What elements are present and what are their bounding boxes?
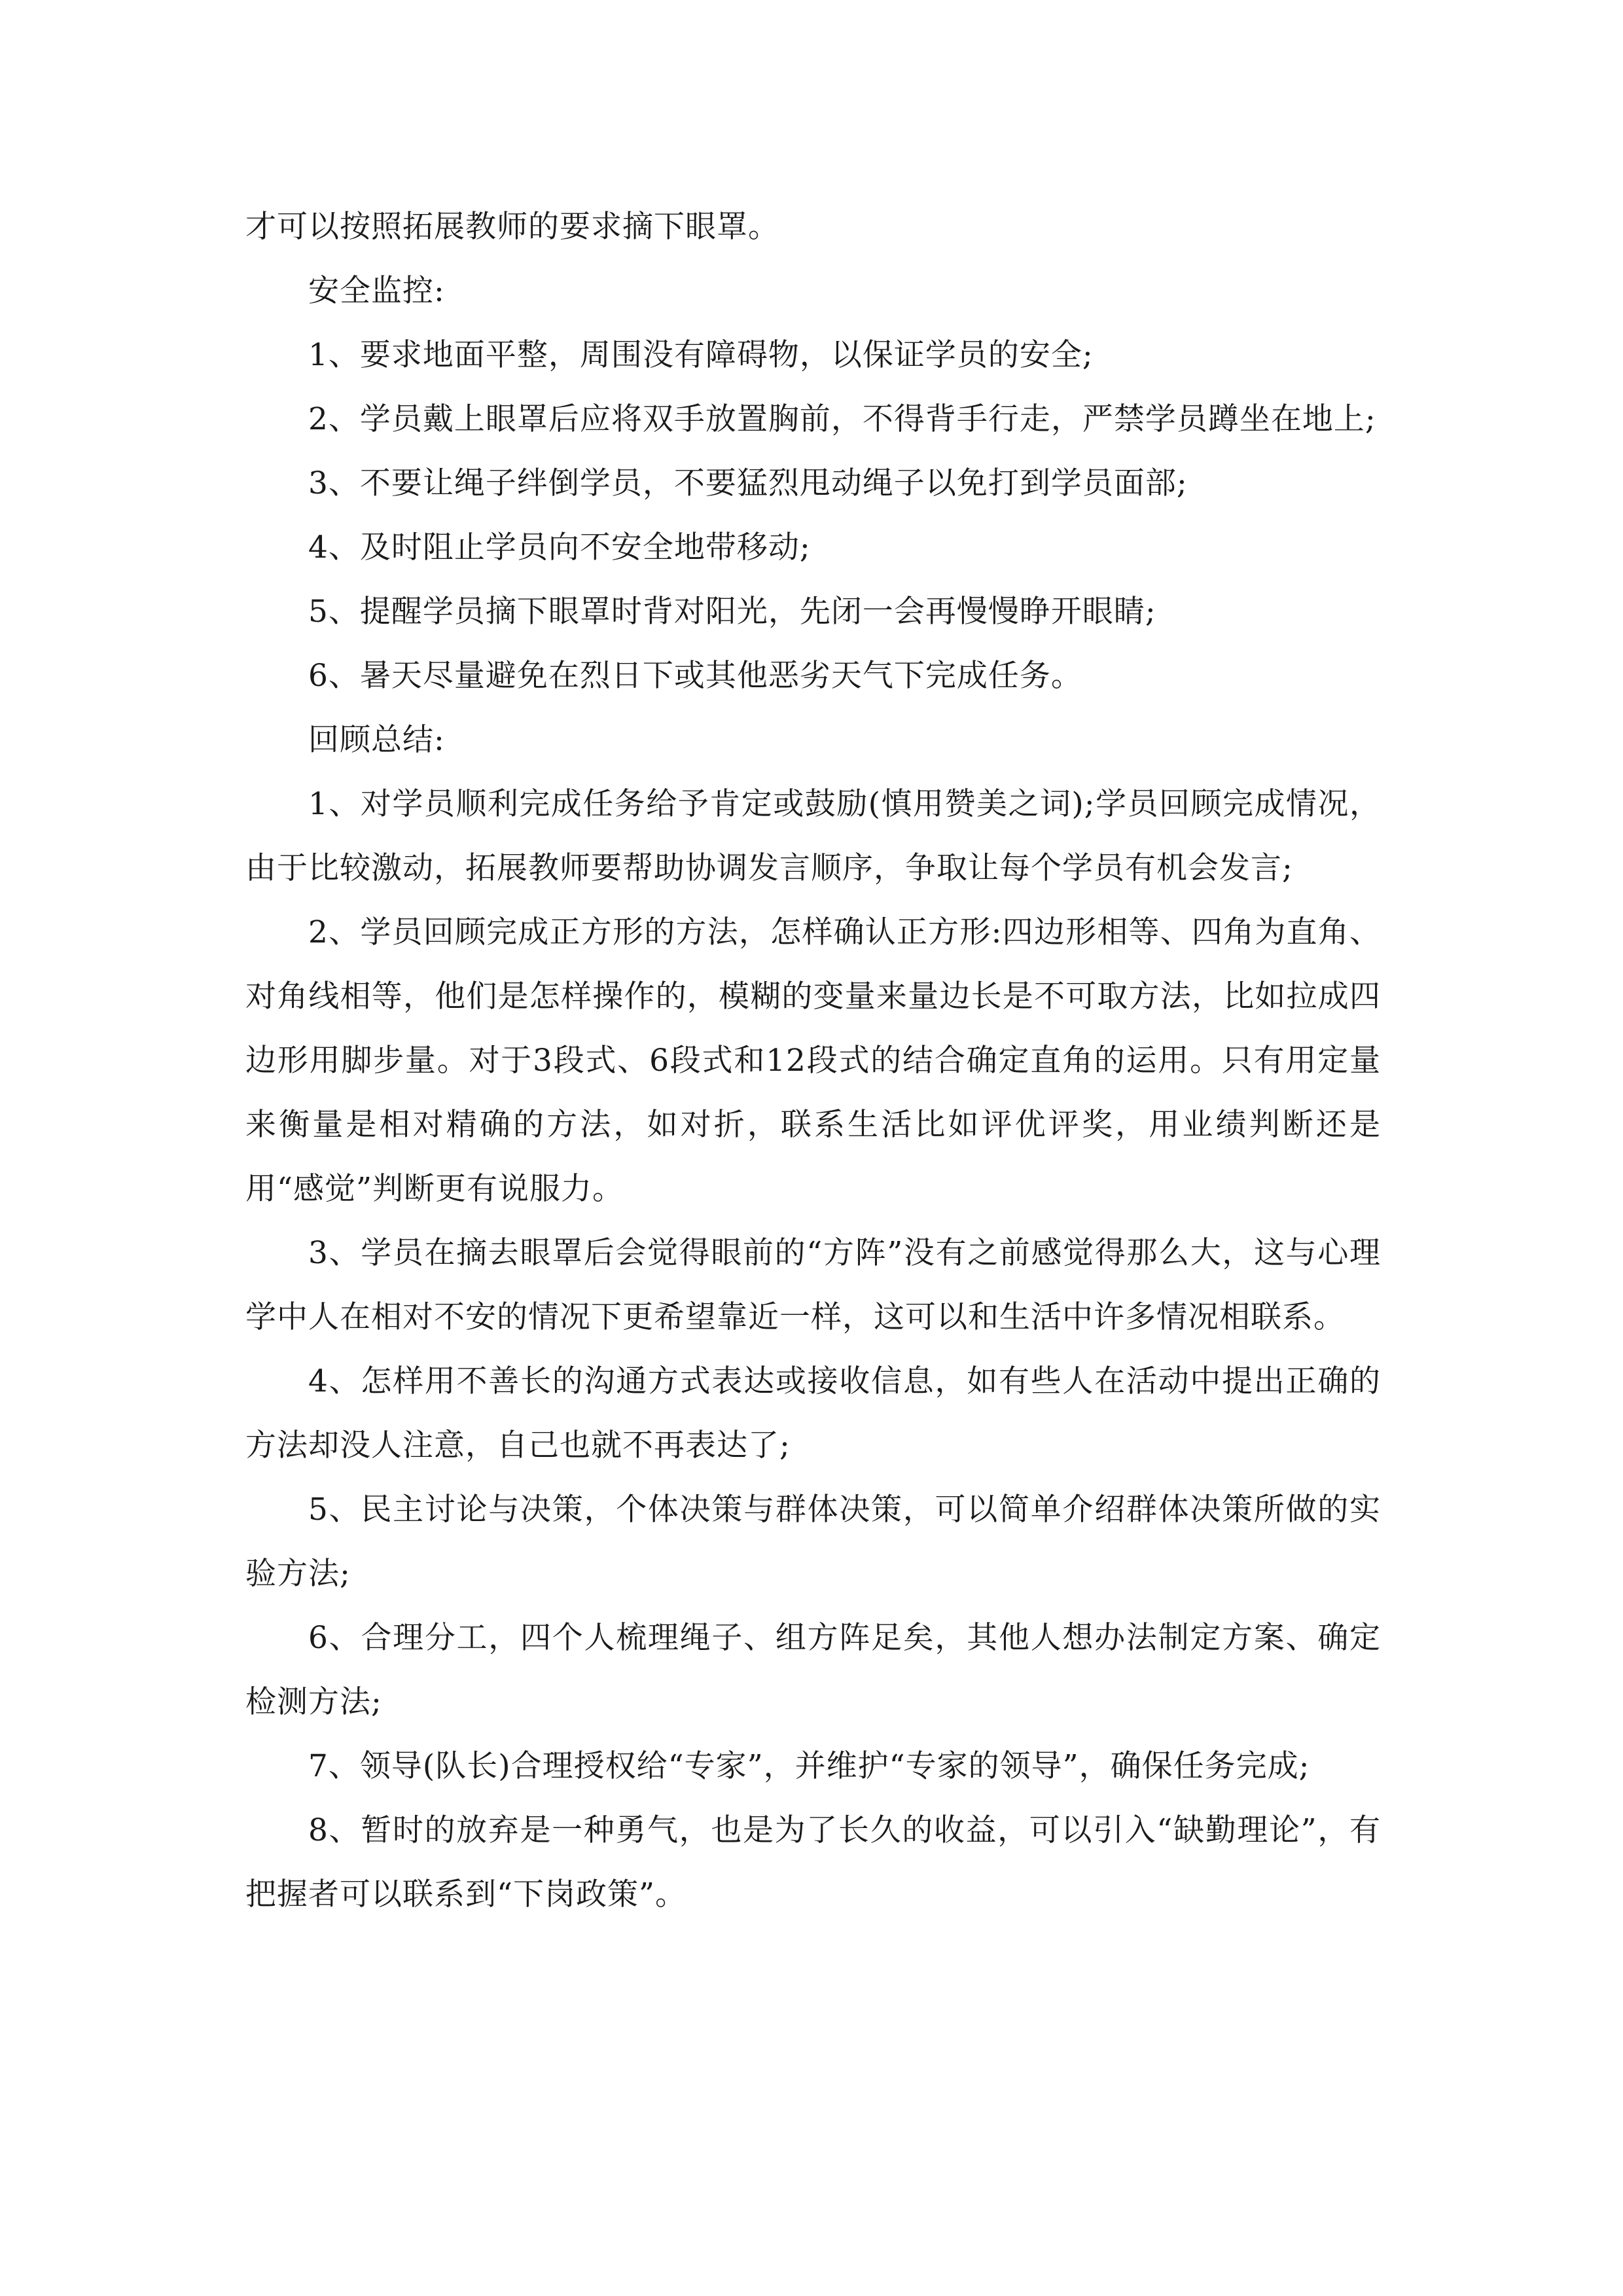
review-item-5: 5、民主讨论与决策，个体决策与群体决策，可以简单介绍群体决策所做的实验方法;: [245, 1492, 1381, 1592]
review-item-2: 2、学员回顾完成正方形的方法，怎样确认正方形:四边形相等、四角为直角、对角线相等，他们是怎样操作的，模糊的变量来量边长是不可取方法，比如拉成四边形用脚步量。对于3段式、6段式和12段式的结合确定直角的运用。只有用定量来衡量是相对精确的方法，如对折，联系生活比如评优评奖，用业绩判断还是用“感觉”判断更有说服力。: [245, 914, 1381, 1207]
review-item-6: 6、合理分工，四个人梳理绳子、组方阵足矣，其他人想办法制定方案、确定检测方法;: [245, 1620, 1381, 1720]
paragraph-continuation: 才可以按照拓展教师的要求摘下眼罩。: [245, 209, 779, 245]
section-heading-review: 回顾总结:: [308, 722, 445, 758]
review-item-7: 7、领导(队长)合理授权给“专家”，并维护“专家的领导”，确保任务完成;: [308, 1748, 1310, 1784]
safety-item-5: 5、提醒学员摘下眼罩时背对阳光，先闭一会再慢慢睁开眼睛;: [308, 594, 1156, 630]
review-item-8: 8、暂时的放弃是一种勇气，也是为了长久的收益，可以引入“缺勤理论”，有把握者可以联系到“下岗政策”。: [245, 1812, 1381, 1912]
safety-item-6: 6、暑天尽量避免在烈日下或其他恶劣天气下完成任务。: [308, 658, 1082, 694]
section-heading-safety: 安全监控:: [308, 273, 445, 309]
safety-item-1: 1、要求地面平整，周围没有障碍物，以保证学员的安全;: [308, 337, 1094, 373]
review-item-4: 4、怎样用不善长的沟通方式表达或接收信息，如有些人在活动中提出正确的方法却没人注意，自己也就不再表达了;: [245, 1363, 1381, 1463]
review-item-3: 3、学员在摘去眼罩后会觉得眼前的“方阵”没有之前感觉得那么大，这与心理学中人在相对不安的情况下更希望靠近一样，这可以和生活中许多情况相联系。: [245, 1235, 1381, 1335]
safety-item-2: 2、学员戴上眼罩后应将双手放置胸前，不得背手行走，严禁学员蹲坐在地上;: [308, 401, 1376, 437]
review-item-1: 1、对学员顺利完成任务给予肯定或鼓励(慎用赞美之词);学员回顾完成情况，由于比较激动，拓展教师要帮助协调发言顺序，争取让每个学员有机会发言;: [245, 786, 1381, 886]
safety-item-4: 4、及时阻止学员向不安全地带移动;: [308, 529, 811, 565]
safety-item-3: 3、不要让绳子绊倒学员，不要猛烈甩动绳子以免打到学员面部;: [308, 465, 1188, 501]
document-body: [245, 195, 1381, 1927]
